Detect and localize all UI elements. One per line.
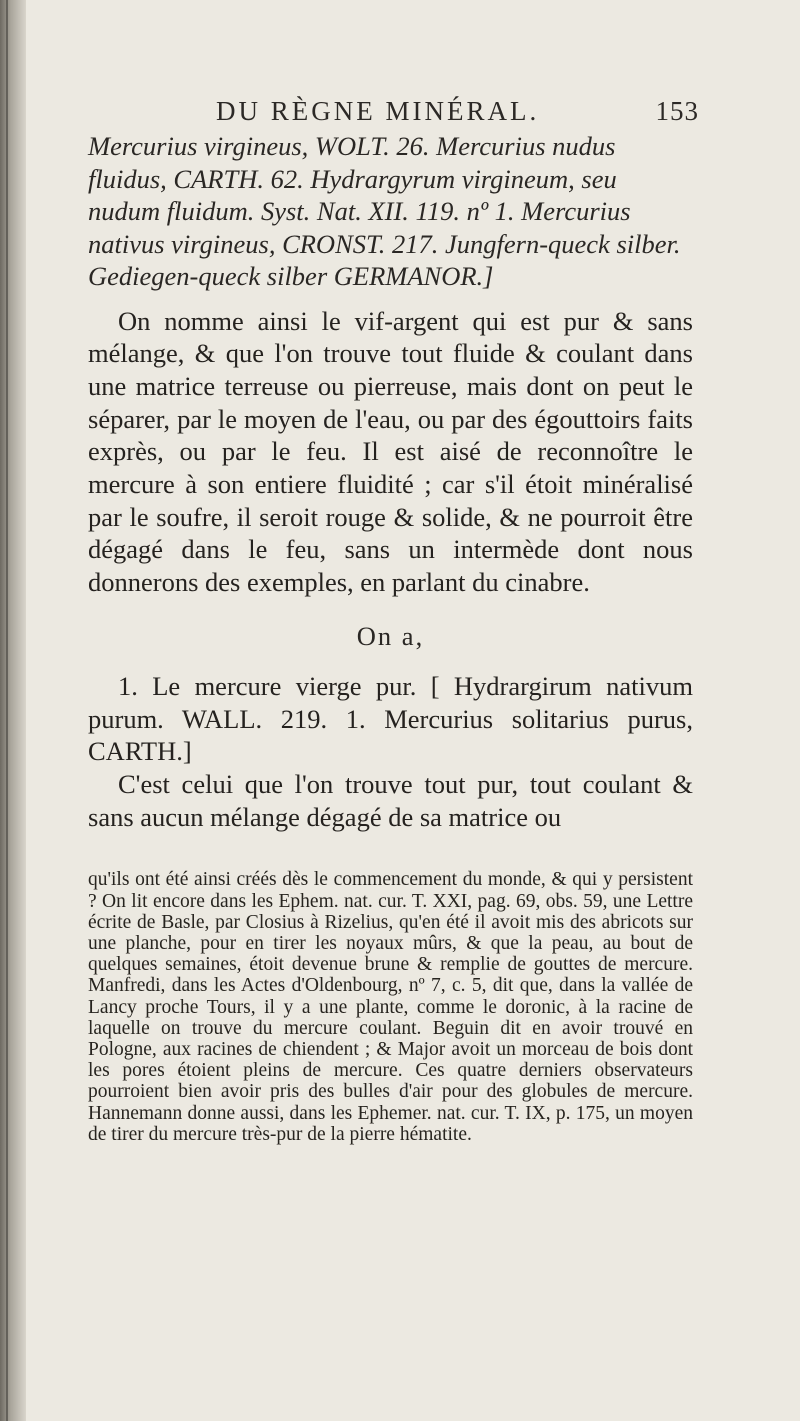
on-a-heading: On a,: [356, 620, 425, 651]
page-number: 153: [655, 96, 699, 126]
synonyms-intro: Mercurius virgineus, WOLT. 26. Mercurius nudus fluidus, CARTH. 62. Hydrargyrum virgineum, seu nudum fluidum. Syst. Nat. XII. 119. nº 1. Mercurius nativus virgineus, CRONST. 217. Jungfern-queck silber. Gediegen-queck silber GERMANOR.]: [88, 131, 681, 291]
footnote: qu'ils ont été ainsi créés dès le commencement du monde, & qui y persistent ? On lit encore dans les Ephem. nat. cur. T. XXI, pag. 69, obs. 59, une Lettre écrite de Basle, par Closius à Rizelius, qu'en été il avoit mis des abricots sur une planche, pour en tirer les noyaux mûrs, & que la peau, au bout de quelques semaines, étoit devenue brune & remplie de gouttes de mercure. Manfredi, dans les Actes d'Oldenbourg, nº 7, c. 5, dit que, dans la vallée de Lancy proche Tours, il y a une plante, comme le doronic, à la racine de laquelle on trouve du mercure coulant. Beguin dit en avoir trouvé en Pologne, aux racines de chiendent ; & Major avoit un morceau de bois dont les pores étoient pleins de mercure. Ces quatre derniers observateurs pourroient bien avoir pris des bulles d'air pour des globules de mercure. Hannemann donne aussi, dans les Ephemer. nat. cur. T. IX, p. 175, un moyen de tirer du mercure très-pur de la pierre hématite.: [88, 869, 693, 1145]
running-title: DU RÈGNE MINÉRAL.: [216, 96, 540, 126]
paragraph-1: On nomme ainsi le vif-argent qui est pur & sans mélange, & que l'on trouve tout fluide & coulant dans une matrice terreuse ou pierreuse, mais dont on peut le séparer, par le moyen de l'eau, ou par des égouttoirs faits exprès, ou par le feu. Il est aisé de reconnoître le mercure à son entiere fluidité ; car s'il étoit minéralisé par le soufre, il seroit rouge & solide, & ne pourroit être dégagé dans le feu, sans un intermède dont nous donnerons des exemples, en parlant du cinabre.: [88, 305, 693, 598]
running-head: [88, 92, 699, 130]
entry-1: 1. Le mercure vierge pur. [ Hydrargirum nativum purum. WALL. 219. 1. Mercurius solitarius purus, CARTH.]: [88, 670, 693, 767]
paragraph-2: C'est celui que l'on trouve tout pur, tout coulant & sans aucun mélange dégagé de sa matrice ou: [88, 768, 693, 832]
book-spine-edge: [6, 0, 8, 1421]
book-gutter-shadow: [0, 0, 26, 1421]
page: [88, 92, 699, 1145]
